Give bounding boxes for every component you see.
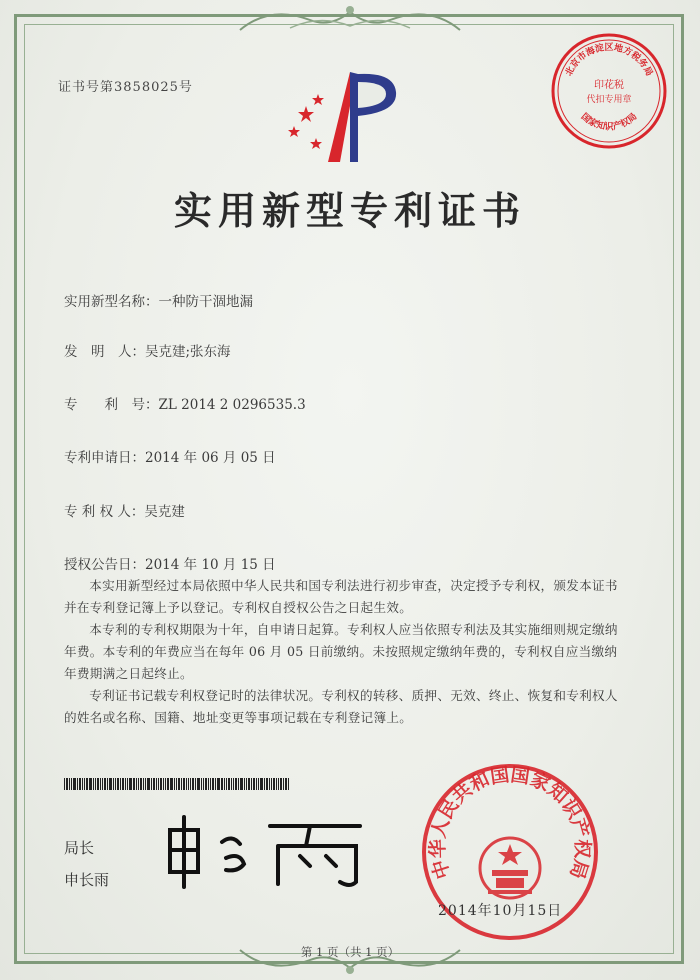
barcode-bar (251, 778, 252, 790)
seal-top-bottom-text: 国家知识产权局 (578, 111, 640, 133)
barcode-bar (138, 778, 139, 790)
barcode-bar (120, 778, 121, 790)
director-block (64, 832, 109, 896)
barcode-bar (145, 778, 146, 790)
field-filing-date (64, 446, 276, 466)
patent-office-logo-icon (288, 66, 408, 166)
barcode-bar (273, 778, 275, 790)
certificate-body (64, 575, 624, 729)
top-ornament (230, 0, 470, 36)
seal-date: 2014年10月15日 (438, 903, 563, 919)
barcode-bar (192, 778, 194, 790)
barcode-bar (240, 778, 243, 790)
barcode-bar (278, 778, 279, 790)
barcode-bar (258, 778, 259, 790)
barcode-bar (195, 778, 196, 790)
barcode-bar (97, 778, 99, 790)
barcode-bar (203, 778, 204, 790)
barcode-bar (136, 778, 137, 790)
field-value: 吴克建 (144, 504, 185, 520)
barcode-bar (269, 778, 270, 790)
barcode-bar (158, 778, 159, 790)
barcode-bar (280, 778, 282, 790)
barcode-bar (228, 778, 230, 790)
barcode-bar (224, 778, 225, 790)
barcode-bar (264, 778, 265, 790)
certificate-title: 实用新型专利证书 (173, 188, 526, 233)
barcode-bar (117, 778, 119, 790)
barcode-bar (73, 778, 76, 790)
barcode-bar (235, 778, 237, 790)
director-signature (160, 812, 380, 892)
barcode-bar (221, 778, 223, 790)
tax-stamp-seal (548, 30, 670, 152)
barcode-bar (125, 778, 126, 790)
barcode-bar (201, 778, 202, 790)
barcode-bar (285, 778, 287, 790)
barcode-bar (66, 778, 68, 790)
barcode-bar (156, 778, 157, 790)
barcode-bar (109, 778, 112, 790)
field-value: ZL 2014 2 0296535.3 (158, 397, 306, 413)
barcode-bar (178, 778, 180, 790)
field-label: 专利申请日： (64, 450, 145, 466)
barcode-bar (147, 778, 150, 790)
barcode-bar (244, 778, 245, 790)
barcode-bar (176, 778, 177, 790)
barcode-bar (186, 778, 187, 790)
svg-text:中华人民共和国国家知识产权局 (426, 764, 594, 882)
seal-top-arc-text: 北京市海淀区地方税务局 (564, 43, 654, 78)
field-label: 发 明 人： (64, 344, 145, 360)
field-label: 实用新型名称： (64, 294, 159, 310)
barcode-bar (256, 778, 257, 790)
barcode-bar (253, 778, 255, 790)
barcode-bar (84, 778, 85, 790)
barcode-bar (79, 778, 81, 790)
barcode-bar (113, 778, 114, 790)
field-utility-model-name (64, 290, 253, 310)
field-patentee (64, 500, 185, 520)
barcode-bar (276, 778, 277, 790)
barcode-bar (133, 778, 135, 790)
barcode-bar (181, 778, 182, 790)
barcode-bar (89, 778, 92, 790)
field-label: 授权公告日： (64, 557, 145, 573)
barcode-bar (153, 778, 155, 790)
barcode-bar (93, 778, 94, 790)
barcode-bar (82, 778, 83, 790)
barcode-bar (102, 778, 103, 790)
certificate-number: 证书号第3858025号 (58, 80, 193, 95)
director-name: 申长雨 (64, 871, 110, 889)
barcode-bar (283, 778, 284, 790)
body-paragraph-1: 本实用新型经过本局依照中华人民共和国专利法进行初步审查，决定授予专利权，颁发本证书并在专利登记簿上予以登记。专利权自授权公告之日起生效。 (64, 578, 618, 615)
national-emblem-icon (480, 838, 540, 898)
svg-text:国家知识产权局 (579, 110, 639, 132)
barcode-bar (260, 778, 263, 790)
field-value: 2014 年 06 月 05 日 (145, 450, 276, 466)
barcode-bar (183, 778, 185, 790)
barcode-bar (129, 778, 132, 790)
barcode-bar (238, 778, 239, 790)
barcode-bar (248, 778, 250, 790)
barcode-bar (271, 778, 272, 790)
barcode-bar (143, 778, 144, 790)
barcode-bar (95, 778, 96, 790)
barcode-bar (140, 778, 142, 790)
barcode-bar (71, 778, 72, 790)
barcode-bar (104, 778, 106, 790)
barcode-bar (233, 778, 234, 790)
barcode-bar (167, 778, 169, 790)
body-paragraph-3: 专利证书记载专利权登记时的法律状况。专利权的转移、质押、无效、终止、恢复和专利权人的姓名或名称、国籍、地址变更等事项记载在专利登记簿上。 (64, 688, 618, 725)
barcode-bar (122, 778, 124, 790)
field-grant-date (64, 553, 276, 573)
barcode-bar (197, 778, 200, 790)
barcode-bar (288, 778, 289, 790)
barcode-bar (174, 778, 175, 790)
barcode-bar (231, 778, 232, 790)
barcode-bar (170, 778, 173, 790)
barcode-bar (127, 778, 128, 790)
barcode-bar (64, 778, 65, 790)
director-title: 局长 (64, 839, 95, 857)
barcode-bar (205, 778, 207, 790)
barcode-bar (208, 778, 209, 790)
seal-top-center-1: 印花税 (594, 80, 624, 91)
barcode-bar (217, 778, 220, 790)
barcode-bar (212, 778, 214, 790)
field-label: 专 利 权 人： (64, 504, 145, 520)
barcode-bar (69, 778, 70, 790)
field-value: 2014 年 10 月 15 日 (145, 557, 276, 573)
barcode-bar (226, 778, 227, 790)
seal-top-center-2: 代扣专用章 (586, 95, 632, 105)
field-value: 一种防干涸地漏 (158, 294, 253, 310)
barcode (64, 778, 384, 790)
field-value: 吴克建;张东海 (145, 344, 231, 360)
barcode-bar (100, 778, 101, 790)
barcode-bar (215, 778, 216, 790)
barcode-bar (246, 778, 247, 790)
field-inventor (64, 340, 231, 360)
barcode-bar (115, 778, 116, 790)
barcode-bar (190, 778, 191, 790)
barcode-bar (160, 778, 162, 790)
barcode-bar (188, 778, 189, 790)
barcode-bar (266, 778, 268, 790)
barcode-bar (107, 778, 108, 790)
seal-main-arc-text: 中华人民共和国国家知识产权局 (426, 763, 594, 882)
barcode-bar (86, 778, 88, 790)
page-footer: 第 1 页（共 1 页） (300, 945, 400, 959)
field-label: 专 利 号： (64, 397, 159, 413)
barcode-bar (163, 778, 164, 790)
body-paragraph-2: 本专利的专利权期限为十年，自申请日起算。专利权人应当依照专利法及其实施细则规定缴纳年费。本专利的年费应当在每年 06 月 05 日前缴纳。未按照规定缴纳年费的，专利权自应当缴纳年费期满之日起终止。 (64, 622, 618, 681)
barcode-bar (151, 778, 152, 790)
barcode-bar (165, 778, 166, 790)
barcode-bar (77, 778, 78, 790)
barcode-bar (210, 778, 211, 790)
field-patent-number (64, 393, 306, 413)
